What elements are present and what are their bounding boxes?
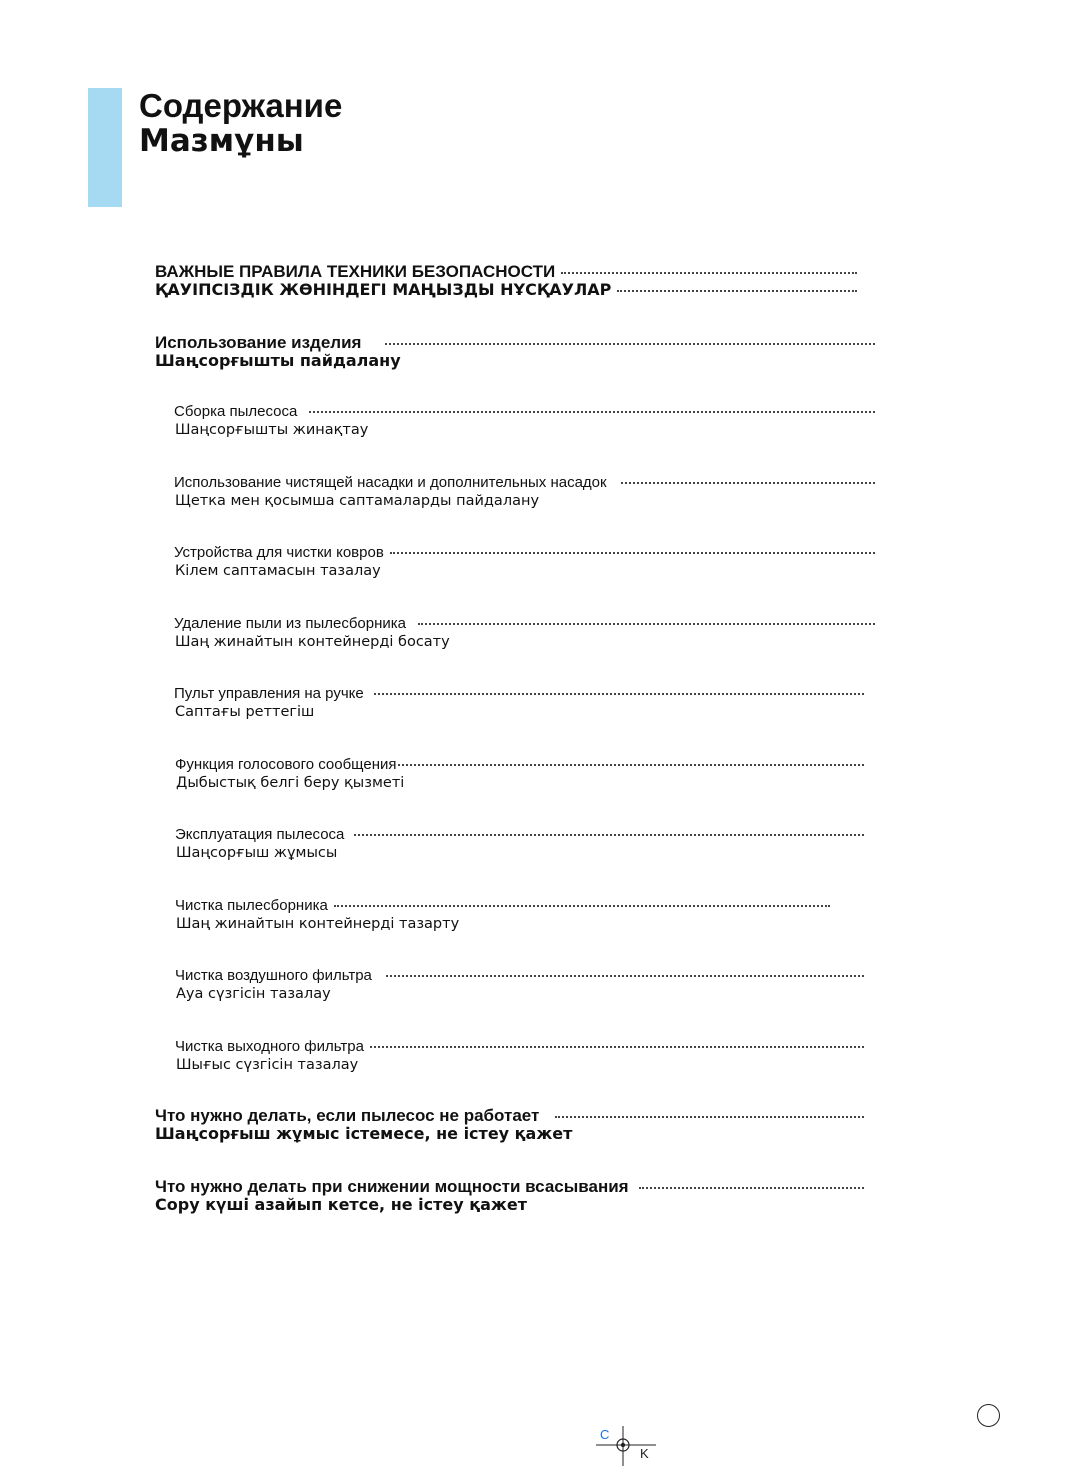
toc-entry-kz: Щетка мен қосымша саптамаларды пайдалану [175, 493, 540, 509]
dot-leader [398, 764, 864, 766]
dot-leader [555, 1116, 864, 1118]
toc-entry-kz: Саптағы реттегіш [175, 704, 315, 720]
dot-leader [617, 290, 857, 292]
toc-entry-voice[interactable] [175, 756, 864, 792]
dot-leader [390, 552, 875, 554]
toc-entry-kz: Дыбыстық белгі беру қызметі [176, 775, 405, 791]
toc-entry-dust-bin-cleaning[interactable] [175, 897, 830, 933]
toc-entry-ru: Что нужно делать, если пылесос не работает [155, 1106, 540, 1125]
toc-entry-kz: Шаңсорғыш жұмыс істемесе, не істеу қажет [155, 1124, 573, 1143]
title-accent-bar [88, 88, 122, 207]
toc-entry-kz: ҚАУІПСІЗДІК ЖӨНІНДЕГІ МАҢЫЗДЫ НҰСҚАУЛАР [155, 280, 612, 299]
toc-entry-emptying[interactable] [174, 615, 875, 651]
toc-entry-ru: Чистка пылесборника [175, 897, 328, 914]
toc-entry-ru: Функция голосового сообщения [175, 756, 397, 773]
crop-mark-c: C [600, 1427, 610, 1442]
dot-leader [418, 623, 875, 625]
toc-entry-operation[interactable] [175, 826, 864, 862]
dot-leader [354, 834, 864, 836]
dot-leader [621, 482, 875, 484]
crop-mark-k: K [640, 1446, 649, 1461]
toc-entry-kz: Шаңсорғышты жинақтау [175, 422, 369, 438]
toc-entry-handle-control[interactable] [174, 685, 864, 721]
toc-entry-ru: Использование чистящей насадки и дополнительных насадок [174, 474, 607, 491]
toc-entry-ru: Эксплуатация пылесоса [175, 826, 345, 843]
toc-entry-kz: Кілем саптамасын тазалау [175, 563, 381, 579]
dot-leader [639, 1187, 864, 1189]
toc-entry-assembly[interactable] [174, 403, 875, 439]
toc-entry-brush-tools[interactable] [174, 474, 875, 510]
toc-entry-ru: Чистка воздушного фильтра [175, 967, 372, 984]
toc-entry-ru: ВАЖНЫЕ ПРАВИЛА ТЕХНИКИ БЕЗОПАСНОСТИ [155, 262, 556, 281]
toc-entry-safety[interactable] [155, 263, 857, 299]
dot-leader [385, 343, 875, 345]
toc-entry-ru: Использование изделия [155, 333, 362, 352]
toc-entry-ru: Чистка выходного фильтра [175, 1038, 364, 1055]
toc-entry-air-filter[interactable] [175, 967, 864, 1003]
toc-entry-ru: Удаление пыли из пылесборника [174, 615, 407, 632]
dot-leader [309, 411, 875, 413]
toc-entry-kz: Шаңсорғышты пайдалану [155, 351, 401, 370]
toc-entry-ru: Устройства для чистки ковров [174, 544, 384, 561]
toc-entry-exhaust-filter[interactable] [175, 1038, 864, 1074]
toc-entry-kz: Сору күші азайып кетсе, не істеу қажет [155, 1195, 527, 1214]
dot-leader [374, 693, 864, 695]
toc-entry-kz: Шаң жинайтын контейнерді босату [175, 634, 450, 650]
toc-entry-kz: Ауа сүзгісін тазалау [176, 986, 331, 1002]
toc-entry-kz: Шығыс сүзгісін тазалау [176, 1057, 359, 1073]
page-number-circle [977, 1404, 1000, 1427]
toc-entry-troubleshooting[interactable] [155, 1107, 864, 1143]
page-title-kz: Мазмұны [139, 123, 304, 159]
toc-entry-suction-loss[interactable] [155, 1178, 864, 1214]
toc-entry-kz: Шаңсорғыш жұмысы [176, 845, 338, 861]
toc-entry-carpet[interactable] [174, 544, 875, 580]
toc-entry-ru: Пульт управления на ручке [174, 685, 364, 702]
toc-entry-ru: Сборка пылесоса [174, 403, 298, 420]
toc-entry-kz: Шаң жинайтын контейнерді тазарту [176, 916, 460, 932]
dot-leader [386, 975, 864, 977]
toc-entry-usage[interactable] [155, 334, 875, 370]
dot-leader [561, 272, 857, 274]
toc-entry-ru: Что нужно делать при снижении мощности всасывания [155, 1177, 629, 1196]
dot-leader [334, 905, 830, 907]
dot-leader [370, 1046, 864, 1048]
page-title-ru: Содержание [139, 87, 343, 124]
